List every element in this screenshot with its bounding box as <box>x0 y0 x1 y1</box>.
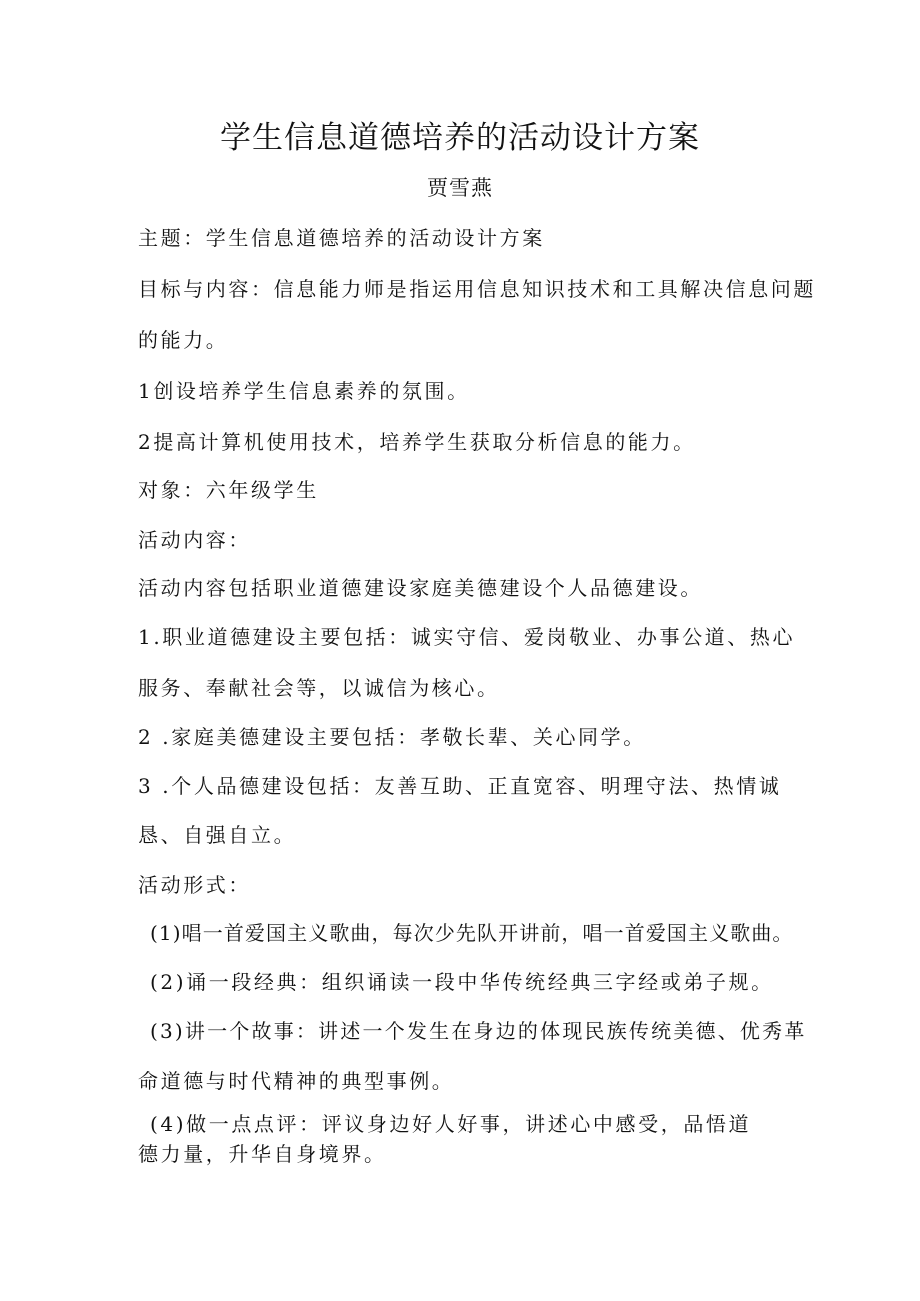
content-item-1-continued: 服务、奉献社会等，以诚信为核心。 <box>138 676 500 700</box>
goal-line-continued: 的能力。 <box>138 328 229 352</box>
activity-form-heading: 活动形式： <box>138 873 251 897</box>
audience-line: 对象：六年级学生 <box>138 478 319 502</box>
content-item-3-continued: 恳、自强自立。 <box>138 823 297 847</box>
form-item-3-continued: 命道德与时代精神的典型事例。 <box>138 1069 455 1093</box>
form-item-4-continued: 德力量，升华自身境界。 <box>138 1142 387 1166</box>
form-item-4: (4)做一点点评：评议身边好人好事，讲述心中感受，品悟道 <box>150 1112 752 1136</box>
author-name: 贾雪燕 <box>427 176 493 200</box>
topic-line: 主题：学生信息道德培养的活动设计方案 <box>138 226 545 250</box>
form-item-1: (1)唱一首爱国主义歌曲，每次少先队开讲前，唱一首爱国主义歌曲。 <box>150 921 794 945</box>
content-item-1: 1.职业道德建设主要包括：诚实守信、爱岗敬业、办事公道、热心 <box>138 625 796 649</box>
activity-content-summary: 活动内容包括职业道德建设家庭美德建设个人品德建设。 <box>138 576 703 600</box>
document-title: 学生信息道德培养的活动设计方案 <box>220 120 700 156</box>
content-item-2: 2 .家庭美德建设主要包括：孝敬长辈、关心同学。 <box>138 725 646 749</box>
goal-item-1: 1创设培养学生信息素养的氛围。 <box>138 379 470 403</box>
form-item-2: (2)诵一段经典：组织诵读一段中华传统经典三字经或弟子规。 <box>150 970 774 994</box>
activity-content-heading: 活动内容： <box>138 528 251 552</box>
goal-line: 目标与内容：信息能力师是指运用信息知识技术和工具解决信息问题 <box>138 277 816 301</box>
content-item-3: 3 .个人品德建设包括：友善互助、正直宽容、明理守法、热情诚 <box>138 774 782 798</box>
form-item-3: (3)讲一个故事：讲述一个发生在身边的体现民族传统美德、优秀革 <box>150 1019 807 1043</box>
goal-item-2: 2提高计算机使用技术，培养学生获取分析信息的能力。 <box>138 430 696 454</box>
